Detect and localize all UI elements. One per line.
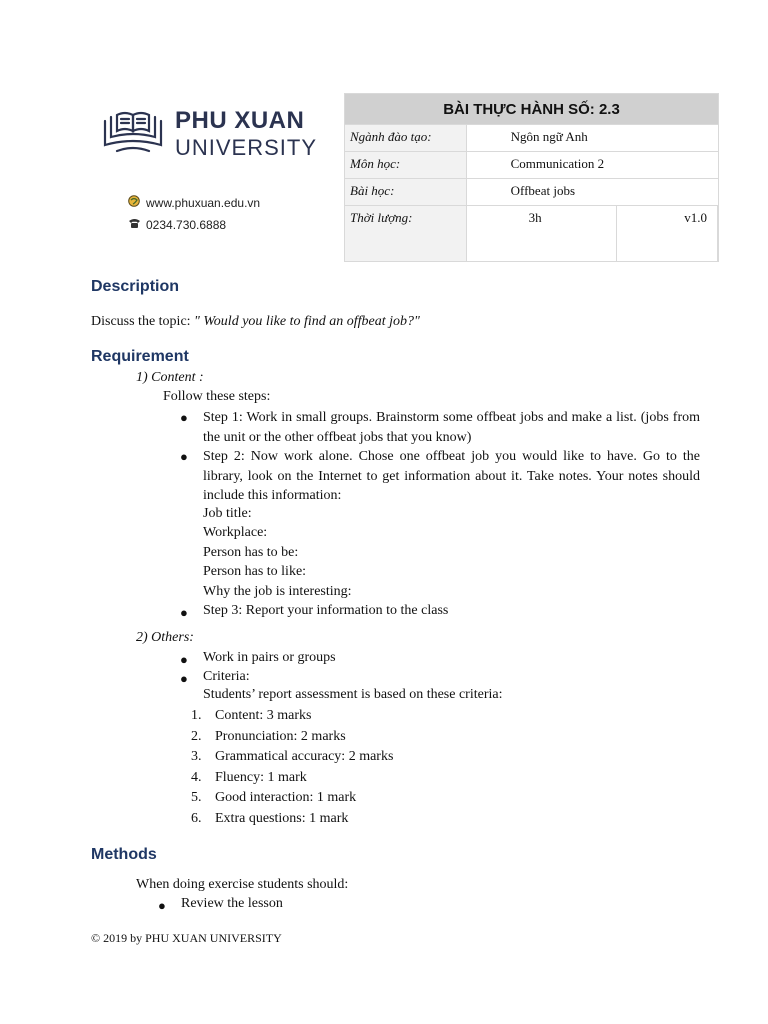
empty-cell bbox=[718, 206, 719, 262]
phone-line bbox=[127, 218, 226, 232]
others-label: 2) Others: bbox=[136, 630, 194, 645]
bullet-icon: ● bbox=[180, 671, 188, 686]
phone-number: 0234.730.6888 bbox=[146, 218, 227, 232]
website-link[interactable]: www.phuxuan.edu.vn bbox=[146, 196, 261, 210]
globe-icon bbox=[127, 195, 141, 210]
methods-intro: When doing exercise students should: bbox=[136, 877, 349, 892]
field-value: Ngôn ngữ Anh bbox=[466, 125, 718, 152]
note-item: Person has to like: bbox=[203, 564, 307, 579]
website-line bbox=[127, 195, 260, 210]
field-value: Communication 2 bbox=[466, 152, 718, 179]
criteria-number: 1. bbox=[191, 708, 202, 723]
exercise-title: BÀI THỰC HÀNH SỐ: 2.3 bbox=[345, 94, 719, 125]
criteria-number: 4. bbox=[191, 770, 202, 785]
criteria-item: Fluency: 1 mark bbox=[215, 770, 307, 785]
bullet-icon: ● bbox=[180, 605, 188, 620]
field-label: Bài học: bbox=[345, 179, 467, 206]
table-row bbox=[345, 206, 719, 262]
step-2-text: Step 2: Now work alone. Chose one offbeat job you would like to have. Go to the library, look on the Internet to get information about it. Take notes. Your notes should include this information: bbox=[203, 449, 700, 503]
duration-label: Thời lượng: bbox=[345, 206, 467, 262]
logo-text-phu-xuan: PHU XUAN bbox=[175, 107, 305, 134]
field-value: Offbeat jobs bbox=[466, 179, 718, 206]
note-item: Job title: bbox=[203, 506, 252, 521]
field-label: Môn học: bbox=[345, 152, 467, 179]
phone-icon bbox=[127, 218, 141, 232]
criteria-item: Content: 3 marks bbox=[215, 708, 312, 723]
follow-steps-text: Follow these steps: bbox=[163, 389, 271, 404]
criteria-item: Pronunciation: 2 marks bbox=[215, 729, 346, 744]
criteria-number: 2. bbox=[191, 729, 202, 744]
step-3-text: Step 3: Report your information to the class bbox=[203, 603, 449, 618]
note-item: Person has to be: bbox=[203, 545, 299, 560]
step-1-text: Step 1: Work in small groups. Brainstorm some offbeat jobs and make a list. (jobs from the unit or the other offbeat jobs that you know) bbox=[203, 410, 700, 445]
university-logo bbox=[103, 107, 318, 167]
description-heading: Description bbox=[91, 278, 180, 295]
version-value: v1.0 bbox=[616, 206, 717, 262]
note-item: Why the job is interesting: bbox=[203, 584, 352, 599]
footer-copyright: © 2019 by PHU XUAN UNIVERSITY bbox=[91, 931, 282, 945]
table-row bbox=[345, 125, 719, 152]
description-topic: " Would you like to find an offbeat job?" bbox=[194, 314, 420, 329]
criteria-item: Good interaction: 1 mark bbox=[215, 790, 357, 805]
criteria-item: Grammatical accuracy: 2 marks bbox=[215, 749, 394, 764]
bullet-icon: ● bbox=[180, 449, 188, 464]
criteria-number: 6. bbox=[191, 811, 202, 826]
table-row bbox=[345, 152, 719, 179]
description-prefix: Discuss the topic: bbox=[91, 314, 191, 329]
bullet-icon: ● bbox=[180, 410, 188, 425]
exercise-info-table bbox=[344, 93, 719, 262]
bullet-icon: ● bbox=[180, 652, 188, 667]
others-bullet-criteria: Criteria: bbox=[203, 669, 250, 684]
methods-bullet-review: Review the lesson bbox=[181, 896, 283, 911]
book-logo-icon bbox=[103, 107, 165, 157]
bullet-icon: ● bbox=[158, 898, 166, 913]
requirement-heading: Requirement bbox=[91, 348, 189, 365]
criteria-intro: Students’ report assessment is based on these criteria: bbox=[203, 687, 503, 702]
table-row bbox=[345, 179, 719, 206]
criteria-item: Extra questions: 1 mark bbox=[215, 811, 349, 826]
methods-heading: Methods bbox=[91, 846, 157, 863]
note-item: Workplace: bbox=[203, 525, 268, 540]
criteria-number: 5. bbox=[191, 790, 202, 805]
others-bullet-pairs: Work in pairs or groups bbox=[203, 650, 336, 665]
content-label: 1) Content : bbox=[136, 370, 204, 385]
description-text bbox=[91, 314, 420, 330]
field-label: Ngành đào tạo: bbox=[345, 125, 467, 152]
duration-value: 3h bbox=[466, 206, 616, 262]
criteria-number: 3. bbox=[191, 749, 202, 764]
logo-text-university: UNIVERSITY bbox=[175, 135, 318, 160]
